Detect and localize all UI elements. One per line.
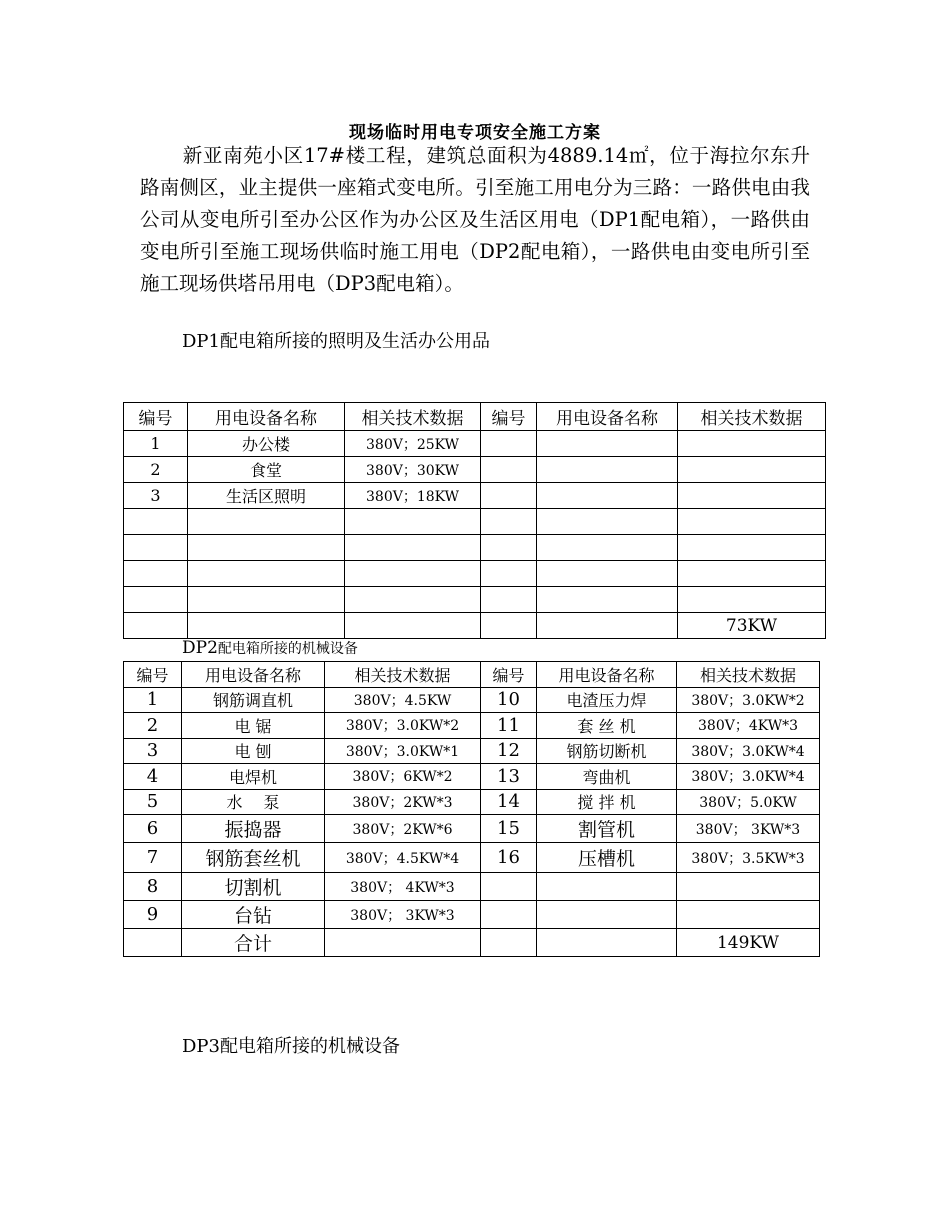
table-cell: [481, 457, 537, 483]
table-cell: [124, 535, 188, 561]
table-cell: 380V；6KW*2: [325, 764, 481, 790]
table-cell: [481, 929, 537, 957]
table-cell: [481, 613, 537, 639]
dp1-table: [123, 402, 826, 639]
table-cell: 380V；3.0KW*4: [677, 738, 820, 764]
table-cell: 振捣器: [182, 815, 325, 843]
table-row: [124, 587, 826, 613]
table-cell: [124, 587, 188, 613]
table-cell: 380V；4.5KW*4: [325, 843, 481, 873]
table-cell: [481, 483, 537, 509]
table-cell: [678, 431, 826, 457]
document-title: 现场临时用电专项安全施工方案: [349, 123, 601, 143]
table-cell: 水 泵: [182, 789, 325, 815]
dp2-table: [123, 661, 820, 957]
table-cell: [678, 483, 826, 509]
table-cell: [481, 587, 537, 613]
table-cell: 生活区照明: [188, 483, 345, 509]
table-row: [124, 483, 826, 509]
table-cell: 9: [124, 901, 182, 929]
table-cell: 切割机: [182, 873, 325, 901]
table-cell: [345, 587, 481, 613]
table-cell: [537, 483, 678, 509]
table-cell: 合计: [182, 929, 325, 957]
table-row: [124, 873, 820, 901]
dp2-caption-prefix: DP2: [182, 638, 218, 658]
table-cell: 15: [481, 815, 537, 843]
table-cell: 73KW: [678, 613, 826, 639]
table-cell: 2: [124, 713, 182, 739]
table-cell: 380V；2KW*3: [325, 789, 481, 815]
table-cell: [124, 613, 188, 639]
table-cell: 电 锯: [182, 713, 325, 739]
table-cell: 4: [124, 764, 182, 790]
table-row: [124, 535, 826, 561]
column-header: 相关技术数据: [345, 403, 481, 431]
column-header: 相关技术数据: [325, 662, 481, 688]
table-cell: [481, 873, 537, 901]
table-cell: 14: [481, 789, 537, 815]
table-header-row: [124, 403, 826, 431]
intro-paragraph: [140, 140, 810, 300]
table-cell: 380V；3.5KW*3: [677, 843, 820, 873]
table-cell: [188, 535, 345, 561]
table-cell: [537, 431, 678, 457]
table-row: [124, 815, 820, 843]
table-cell: [481, 535, 537, 561]
table-cell: 3: [124, 483, 188, 509]
table-cell: [481, 561, 537, 587]
table-row: [124, 843, 820, 873]
table-row: [124, 929, 820, 957]
table-cell: 2: [124, 457, 188, 483]
table-cell: 380V；25KW: [345, 431, 481, 457]
table-cell: 电渣压力焊: [537, 687, 677, 713]
table-cell: [678, 457, 826, 483]
table-cell: 16: [481, 843, 537, 873]
table-cell: 7: [124, 843, 182, 873]
dp1-caption: DP1配电箱所接的照明及生活办公用品: [182, 331, 490, 352]
table-cell: 380V； 3KW*3: [677, 815, 820, 843]
table-cell: 380V；3.0KW*4: [677, 764, 820, 790]
table-cell: 380V；18KW: [345, 483, 481, 509]
table-row: [124, 561, 826, 587]
table-header-row: [124, 662, 820, 688]
table-row: [124, 431, 826, 457]
table-cell: 380V； 3KW*3: [325, 901, 481, 929]
table-cell: 割管机: [537, 815, 677, 843]
table-row: [124, 713, 820, 739]
table-cell: 380V；4.5KW: [325, 687, 481, 713]
table-cell: [325, 929, 481, 957]
table-cell: 台钻: [182, 901, 325, 929]
dp2-caption: [182, 638, 358, 658]
table-cell: 11: [481, 713, 537, 739]
table-cell: [537, 457, 678, 483]
table-cell: 380V； 4KW*3: [325, 873, 481, 901]
table-cell: 380V；5.0KW: [677, 789, 820, 815]
column-header: 用电设备名称: [188, 403, 345, 431]
table-cell: 5: [124, 789, 182, 815]
table-cell: [188, 561, 345, 587]
table-cell: [537, 929, 677, 957]
table-cell: 电焊机: [182, 764, 325, 790]
table-cell: 380V；3.0KW*2: [677, 687, 820, 713]
column-header: 用电设备名称: [182, 662, 325, 688]
dp3-caption: DP3配电箱所接的机械设备: [182, 1036, 400, 1057]
table-cell: 380V；3.0KW*1: [325, 738, 481, 764]
column-header: 编号: [481, 403, 537, 431]
table-cell: [677, 901, 820, 929]
table-cell: 8: [124, 873, 182, 901]
table-cell: [345, 613, 481, 639]
table-cell: [188, 509, 345, 535]
table-cell: [345, 509, 481, 535]
table-cell: [537, 613, 678, 639]
table-row: [124, 738, 820, 764]
column-header: 编号: [124, 662, 182, 688]
table-cell: 套 丝 机: [537, 713, 677, 739]
table-cell: [677, 873, 820, 901]
table-cell: 食堂: [188, 457, 345, 483]
column-header: 编号: [124, 403, 188, 431]
table-cell: 电 刨: [182, 738, 325, 764]
table-row: [124, 764, 820, 790]
column-header: 相关技术数据: [678, 403, 826, 431]
table-cell: [537, 901, 677, 929]
column-header: 用电设备名称: [537, 662, 677, 688]
table-row: [124, 901, 820, 929]
table-cell: 10: [481, 687, 537, 713]
table-cell: 弯曲机: [537, 764, 677, 790]
table-cell: 钢筋切断机: [537, 738, 677, 764]
table-cell: [124, 929, 182, 957]
table-cell: [124, 509, 188, 535]
table-cell: [481, 901, 537, 929]
column-header: 编号: [481, 662, 537, 688]
table-cell: 12: [481, 738, 537, 764]
table-cell: [188, 613, 345, 639]
table-row: [124, 509, 826, 535]
table-cell: [537, 535, 678, 561]
table-cell: [124, 561, 188, 587]
table-cell: 149KW: [677, 929, 820, 957]
table-cell: [678, 587, 826, 613]
intro-text: 新亚南苑小区17#楼工程，建筑总面积为4889.14㎡，位于海拉尔东升路南侧区，业主提供一座箱式变电所。引至施工用电分为三路：一路供电由我公司从变电所引至办公区作为办公区及生活区用电（DP1配电箱），一路供由变电所引至施工现场供临时施工用电（DP2配电箱），一路供电由变电所引至施工现场供塔吊用电（DP3配电箱）。: [140, 144, 810, 295]
table-cell: 3: [124, 738, 182, 764]
table-row: [124, 457, 826, 483]
table-cell: 380V；2KW*6: [325, 815, 481, 843]
table-cell: [678, 535, 826, 561]
table-cell: [481, 509, 537, 535]
table-row: [124, 687, 820, 713]
table-cell: 办公楼: [188, 431, 345, 457]
table-cell: [537, 509, 678, 535]
table-cell: 13: [481, 764, 537, 790]
table-cell: 1: [124, 431, 188, 457]
table-cell: 1: [124, 687, 182, 713]
table-cell: [345, 561, 481, 587]
table-cell: [537, 561, 678, 587]
column-header: 用电设备名称: [537, 403, 678, 431]
table-cell: 6: [124, 815, 182, 843]
table-cell: [481, 431, 537, 457]
table-cell: [537, 587, 678, 613]
table-cell: [537, 873, 677, 901]
table-cell: [188, 587, 345, 613]
table-row: [124, 613, 826, 639]
table-cell: 380V；30KW: [345, 457, 481, 483]
table-cell: 380V；3.0KW*2: [325, 713, 481, 739]
table-cell: 钢筋调直机: [182, 687, 325, 713]
table-cell: 380V；4KW*3: [677, 713, 820, 739]
table-cell: [678, 509, 826, 535]
dp2-caption-rest: 配电箱所接的机械设备: [217, 641, 358, 657]
table-cell: 钢筋套丝机: [182, 843, 325, 873]
column-header: 相关技术数据: [677, 662, 820, 688]
table-row: [124, 789, 820, 815]
table-cell: 搅 拌 机: [537, 789, 677, 815]
table-cell: [678, 561, 826, 587]
table-cell: [345, 535, 481, 561]
table-cell: 压槽机: [537, 843, 677, 873]
